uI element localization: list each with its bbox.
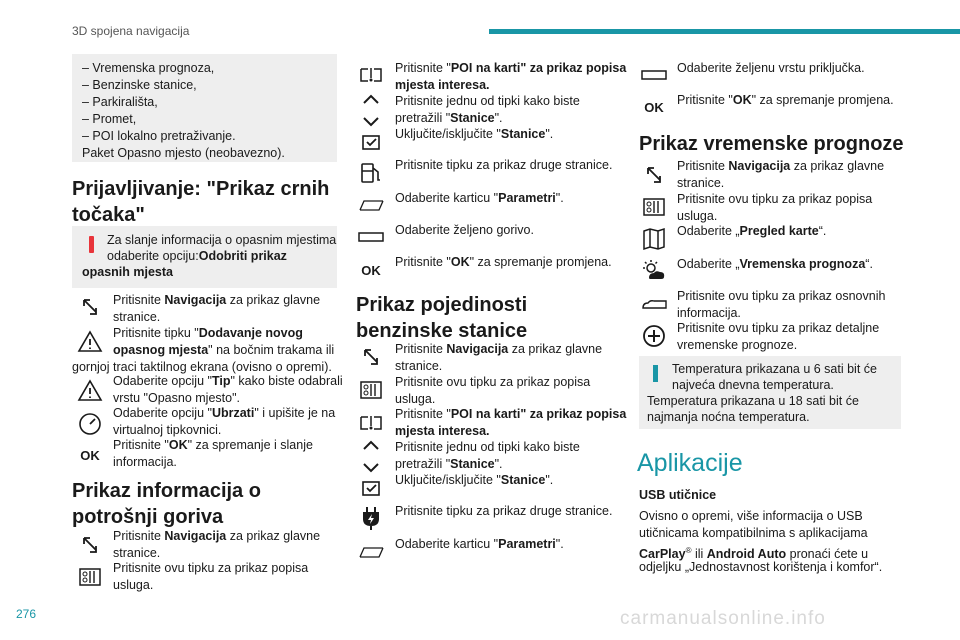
list-item: – Promet, (82, 112, 137, 126)
navigation-icon (75, 292, 105, 322)
services-list-icon (356, 375, 386, 405)
navigation-icon (356, 342, 386, 372)
header-accent-bar (489, 29, 960, 34)
section-title-applications: Aplikacije (637, 449, 743, 477)
fuel-pump-icon (356, 158, 386, 188)
ok-button-icon: OK (80, 447, 100, 463)
list-item: – Vremenska prognoza, (82, 61, 215, 75)
list-item: – Benzinske stanice, (82, 78, 197, 92)
parameters-tab-icon (356, 537, 386, 567)
map-view-icon (639, 224, 669, 254)
ok-button-icon: OK (361, 262, 381, 278)
watermark: carmanualsonline.info (620, 608, 826, 629)
usb-heading: USB utičnice (639, 488, 717, 502)
heading-black-spots: Prijavljivanje: "Prikaz crnih točaka" (72, 178, 330, 226)
weather-icon (639, 256, 669, 286)
section-header: 3D spojena navigacija (72, 24, 190, 38)
warning-icon (89, 236, 94, 253)
list-item: – POI lokalno pretraživanje. (82, 129, 236, 143)
services-list-icon (75, 562, 105, 592)
speedometer-icon (75, 408, 105, 438)
heading-weather-forecast: Prikaz vremenske prognoze (639, 133, 904, 155)
charging-plug-icon (356, 503, 386, 533)
navigation-icon (639, 160, 669, 190)
warning-triangle-icon (75, 376, 105, 406)
navigation-icon (75, 530, 105, 560)
plus-circle-icon (639, 321, 669, 351)
selection-bar-icon (356, 222, 386, 252)
checkbox-icon (356, 127, 386, 157)
warning-triangle-icon (75, 327, 105, 357)
services-list-icon (639, 192, 669, 222)
info-icon (653, 365, 658, 382)
checkbox-icon (356, 473, 386, 503)
list-item: – Parkirališta, (82, 95, 158, 109)
page-number: 276 (16, 607, 37, 621)
ok-button-icon: OK (644, 99, 664, 115)
selection-bar-icon (639, 60, 669, 90)
cloud-icon (639, 289, 669, 319)
heading-station-details: Prikaz pojedinosti benzinske stanice (356, 294, 528, 342)
parameters-tab-icon (356, 190, 386, 220)
list-item: Paket Opasno mjesto (neobavezno). (82, 146, 285, 160)
heading-fuel-consumption: Prikaz informacija o potrošnji goriva (72, 480, 261, 528)
